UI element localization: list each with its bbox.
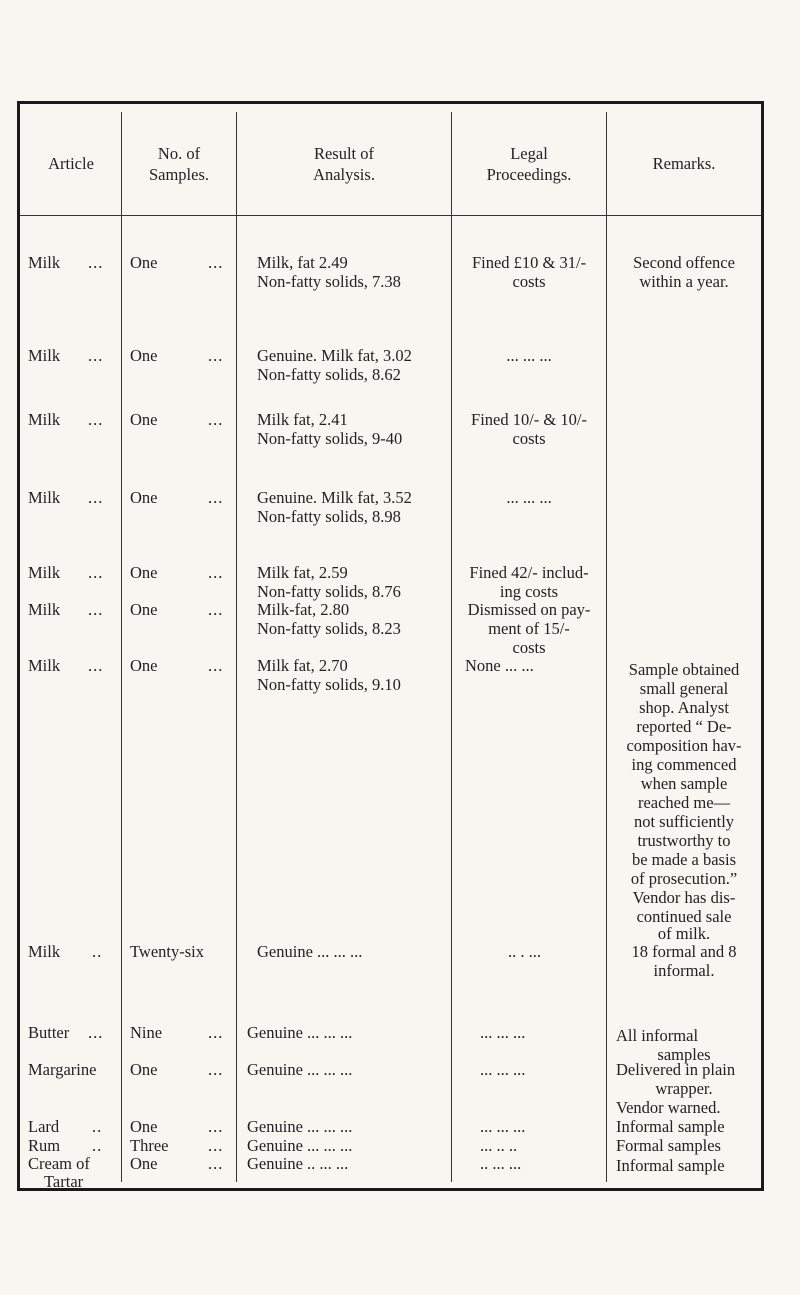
remarks-line1: 18 formal and 8 <box>631 942 737 961</box>
remarks-line: Vendor has dis- <box>632 888 736 907</box>
article-cell: Milk <box>28 942 61 961</box>
article-cell: Milk <box>28 253 61 272</box>
remarks-line1: Second offence <box>633 253 735 272</box>
result-line2: Non-fatty solids, 9.10 <box>257 675 401 694</box>
remarks-line: when sample <box>640 774 728 793</box>
legal-line1: .. ... ... <box>480 1154 522 1173</box>
samples-cell: One <box>130 253 158 272</box>
leader-dots: ... <box>208 600 224 619</box>
result-line1: Genuine .. ... ... <box>247 1154 349 1173</box>
legal-line2: ment of 15/- <box>488 619 570 638</box>
remarks-line: be made a basis <box>631 850 736 869</box>
legal-line1: .. . ... <box>508 942 541 961</box>
article-cell: Milk <box>28 656 61 675</box>
legal-line1: Fined 10/- & 10/- <box>471 410 587 429</box>
samples-cell: One <box>130 488 158 507</box>
article-cell: Margarine <box>28 1060 97 1079</box>
result-line1: Milk fat, 2.41 <box>257 410 348 429</box>
leader-dots: ... <box>88 656 104 675</box>
leader-dots: ... <box>208 656 224 675</box>
leader-dots: ... <box>208 1060 224 1079</box>
remarks-line: ing commenced <box>631 755 737 774</box>
legal-line1: Dismissed on pay- <box>467 600 591 619</box>
legal-line2: ing costs <box>499 582 559 601</box>
leader-dots: ... <box>88 253 104 272</box>
result-line1: Milk-fat, 2.80 <box>257 600 350 619</box>
legal-line1: Fined £10 & 31/- <box>471 253 587 272</box>
legal-line3: costs <box>512 638 546 657</box>
header-samples-line1: No. of <box>157 144 201 163</box>
remarks-line2: informal. <box>653 961 715 980</box>
legal-line1: Fined 42/- includ- <box>469 563 589 582</box>
header-result-line1: Result of <box>313 144 375 163</box>
samples-cell: One <box>130 346 158 365</box>
remarks-line: reported “ De- <box>636 717 732 736</box>
samples-cell: One <box>130 1117 158 1136</box>
remarks-line: composition hav- <box>626 736 742 755</box>
legal-line2: costs <box>512 272 546 291</box>
result-line1: Genuine ... ... ... <box>247 1136 353 1155</box>
samples-cell: Twenty-six <box>130 942 205 961</box>
remarks-line3: Vendor warned. <box>616 1098 721 1117</box>
header-legal-line1: Legal <box>510 144 548 163</box>
header-rule <box>20 215 761 216</box>
leader-dots: ... <box>88 488 104 507</box>
leader-dots: ... <box>88 346 104 365</box>
header-samples-line2: Samples. <box>148 165 210 184</box>
remarks-line: small general <box>639 679 729 698</box>
legal-line1: ... ... ... <box>506 488 552 507</box>
leader-dots: .. <box>92 1136 103 1155</box>
header-result-line2: Analysis. <box>313 165 375 184</box>
header-remarks: Remarks. <box>652 154 716 173</box>
result-line2: Non-fatty solids, 7.38 <box>257 272 401 291</box>
remarks-line1: Informal sample <box>616 1156 725 1175</box>
legal-line1: ... ... ... <box>506 346 552 365</box>
leader-dots: ... <box>208 346 224 365</box>
remarks-line: continued sale <box>636 907 732 926</box>
leader-dots: ... <box>208 253 224 272</box>
result-line2: Non-fatty solids, 8.23 <box>257 619 401 638</box>
leader-dots: ... <box>88 1023 104 1042</box>
leader-dots: ... <box>208 1154 224 1173</box>
legal-line1: ... .. .. <box>480 1136 518 1155</box>
samples-cell: Three <box>130 1136 169 1155</box>
legal-line1: ... ... ... <box>480 1023 526 1042</box>
samples-cell: One <box>130 656 158 675</box>
leader-dots: .. <box>92 1117 103 1136</box>
result-line1: Milk fat, 2.59 <box>257 563 348 582</box>
result-line1: Genuine ... ... ... <box>247 1060 353 1079</box>
leader-dots: ... <box>208 1023 224 1042</box>
column-divider-1 <box>121 112 122 1182</box>
column-divider-2 <box>236 112 237 1182</box>
result-line2: Non-fatty solids, 9-40 <box>257 429 403 448</box>
leader-dots: .. <box>92 942 103 961</box>
legal-line1: ... ... ... <box>480 1117 526 1136</box>
samples-cell: One <box>130 410 158 429</box>
result-line1: Genuine. Milk fat, 3.02 <box>257 346 412 365</box>
column-divider-4 <box>606 112 607 1182</box>
result-line1: Genuine ... ... ... <box>257 942 363 961</box>
remarks-line: reached me— <box>637 793 731 812</box>
samples-cell: One <box>130 1060 158 1079</box>
remarks-line1: Informal sample <box>616 1117 725 1136</box>
remarks-line: shop. Analyst <box>639 698 729 717</box>
samples-cell: One <box>130 600 158 619</box>
remarks-line1: All informal <box>616 1026 699 1045</box>
article-cell: Milk <box>28 410 61 429</box>
article-cell: Cream of <box>28 1154 90 1173</box>
remarks-line: not sufficiently <box>633 812 735 831</box>
remarks-line: Sample obtained <box>628 660 740 679</box>
header-article: Article <box>48 154 94 173</box>
legal-line1: ... ... ... <box>480 1060 526 1079</box>
result-line1: Milk, fat 2.49 <box>257 253 348 272</box>
remarks-line: trustworthy to <box>637 831 731 850</box>
leader-dots: ... <box>208 410 224 429</box>
remarks-line: of milk. <box>657 924 711 943</box>
leader-dots: ... <box>208 488 224 507</box>
column-divider-3 <box>451 112 452 1182</box>
legal-line2: costs <box>512 429 546 448</box>
result-line2: Non-fatty solids, 8.62 <box>257 365 401 384</box>
result-line1: Genuine. Milk fat, 3.52 <box>257 488 412 507</box>
remarks-line1: Delivered in plain <box>616 1060 736 1079</box>
leader-dots: ... <box>208 1117 224 1136</box>
remarks-line2: wrapper. <box>655 1079 713 1098</box>
result-line2: Non-fatty solids, 8.98 <box>257 507 401 526</box>
header-legal-line2: Proceedings. <box>486 165 572 184</box>
article-cell: Lard <box>28 1117 60 1136</box>
leader-dots: ... <box>88 410 104 429</box>
result-line1: Genuine ... ... ... <box>247 1117 353 1136</box>
remarks-line1: Formal samples <box>616 1136 721 1155</box>
samples-cell: One <box>130 1154 158 1173</box>
article-cell: Butter <box>28 1023 70 1042</box>
remarks-line2: samples <box>657 1045 711 1064</box>
result-line1: Milk fat, 2.70 <box>257 656 348 675</box>
leader-dots: ... <box>208 563 224 582</box>
legal-line1: None ... ... <box>465 656 534 675</box>
samples-cell: One <box>130 563 158 582</box>
leader-dots: ... <box>88 600 104 619</box>
article-cell: Milk <box>28 563 61 582</box>
article-cell: Milk <box>28 488 61 507</box>
result-line1: Genuine ... ... ... <box>247 1023 353 1042</box>
result-line2: Non-fatty solids, 8.76 <box>257 582 401 601</box>
leader-dots: ... <box>88 563 104 582</box>
remarks-line2: within a year. <box>639 272 729 291</box>
remarks-line: of prosecution.” <box>630 869 738 888</box>
article-cell: Milk <box>28 346 61 365</box>
article-cell: Milk <box>28 600 61 619</box>
samples-cell: Nine <box>130 1023 163 1042</box>
article-cell: Rum <box>28 1136 61 1155</box>
article-cell-line2: Tartar <box>44 1172 84 1191</box>
leader-dots: ... <box>208 1136 224 1155</box>
